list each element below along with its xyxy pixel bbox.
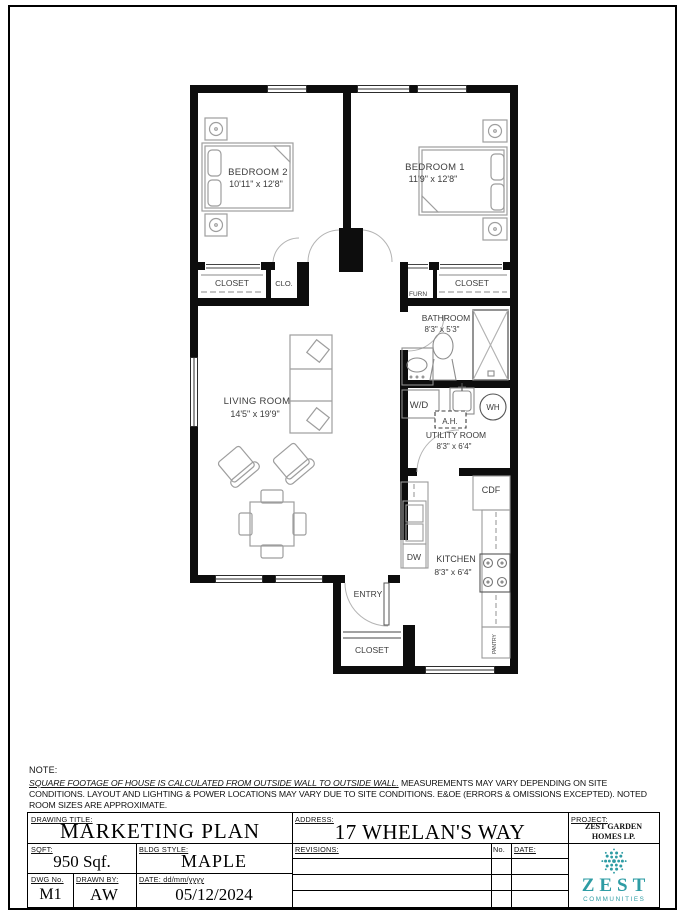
bathroom-dims: 8'3" x 5'3" [424,325,460,334]
utility-dims: 8'3" x 6'4" [436,442,472,451]
zest-logo-icon [600,848,628,876]
sofa-icon [290,335,332,433]
counter-icon [482,510,510,627]
armchair-icon [215,443,261,489]
bedroom2-label: BEDROOM 2 [228,167,288,178]
note-text [29,778,660,810]
floor-plan [185,80,525,680]
note-heading: NOTE: [29,765,58,775]
drawn-by-cell [73,873,136,907]
revision-date-header-cell [511,843,568,858]
sqft-cell [28,843,136,873]
window-bedroom1-right [417,85,467,93]
bedroom2-dims: 10'11" x 12'8" [229,179,283,189]
revision-row [292,890,568,907]
revision-no-label: No. [493,845,505,854]
address-cell [292,813,568,843]
drawing-title-label: DRAWING TITLE: [31,815,93,824]
bldg-style-value: MAPLE [180,851,247,871]
bldg-style-label: BLDG STYLE: [139,845,189,854]
project-name: ZEST GARDEN HOMES LP. [585,822,642,841]
note-disclaimer-underlined: SQUARE FOOTAGE OF HOUSE IS CALCULATED FROM OUTSIDE WALL TO OUTSIDE WALL. [29,778,399,788]
window-living-bottom-1 [215,575,263,583]
nightstand-icon [205,214,227,236]
address-label: ADDRESS: [295,815,334,824]
bedroom1-label: BEDROOM 1 [405,162,465,173]
sqft-label: SQFT: [31,845,53,854]
drawn-by-value: AW [90,885,119,904]
drawn-by-label: DRAWN BY: [76,875,119,884]
revision-row [292,858,568,874]
dwg-no-value: M1 [39,886,62,903]
revision-no-header-cell [491,843,511,858]
sqft-value: 950 Sqf. [53,852,111,871]
dishwasher-label: DW [406,552,422,562]
date-value: 05/12/2024 [175,885,253,904]
bedroom1-dims: 11'9" x 12'8" [408,174,458,184]
bldg-style-cell [136,843,292,873]
nightstand-icon [483,120,507,142]
revision-row [292,874,568,890]
air-handler-label: A.H. [442,417,458,426]
entry-closet-label: CLOSET [354,645,390,655]
window-living-left-wall [190,357,198,427]
armchair-icon [270,440,316,486]
living-furniture [215,335,332,558]
nightstand-icon [205,118,227,140]
toilet-icon [433,333,453,359]
dwg-no-cell [28,873,73,907]
bedroom2-door-arc [308,230,339,262]
window-kitchen-bottom [425,666,495,674]
drawing-title-cell [28,813,292,843]
date-format-hint: dd/mm/yyyy [163,875,205,884]
utility-label: UTILITY ROOM [425,430,487,440]
revision-date-label: DATE: [514,845,536,854]
living-room-label: LIVING ROOM [223,396,291,407]
note-disclaimer-rest: MEASUREMENTS MAY VARY DEPENDING ON SITE CONDITIONS. LAYOUT AND LIGHTING & POWER LOCATIONS MAY VARY DUE TO SITE CONDITIONS. E&OE (ERRORS & OMISSIONS EXCEPTED). NOTED ROOM SIZES ARE APPROXIMATE. [29,778,647,810]
date-label: DATE: [139,875,161,884]
closet-right-label: CLOSET [454,278,490,288]
dwg-no-label: DWG No. [31,875,64,884]
washer-dryer-label: W/D [409,400,429,411]
pantry-label: PANTRY [492,634,498,654]
date-cell [136,873,292,907]
title-block [27,812,660,908]
living-room-dims: 14'5" x 19'9" [230,409,280,419]
water-heater-label: WH [486,403,500,412]
dining-table-icon [250,502,294,546]
entry-label: ENTRY [353,589,383,599]
nightstand-icon [483,218,507,240]
address-value: 17 WHELAN'S WAY [334,820,526,844]
window-bedroom2 [267,85,307,93]
kitchen-dims: 8'3" x 6'4" [434,567,472,577]
bedroom1-door-arc [363,230,392,262]
revisions-label: REVISIONS: [295,845,339,854]
logo-subtitle: COMMUNITIES [583,895,646,903]
closet-shelves [201,275,507,638]
project-cell [568,813,659,843]
kitchen-label: KITCHEN [436,554,476,564]
bathroom-label: BATHROOM [421,313,471,323]
entry-door-leaf [384,583,389,625]
closet-left-label: CLOSET [214,278,250,288]
clo-door-arc [273,238,299,262]
furnace-label: FURN [408,291,428,298]
closet-small-label: CLO. [275,279,293,288]
cdf-label: CDF [481,485,501,495]
drawing-title-value: MARKETING PLAN [59,819,261,843]
window-bedroom1-left [357,85,410,93]
revisions-header-cell [292,843,491,858]
project-label: PROJECT: [571,815,608,824]
logo-cell [568,843,659,907]
logo-name: ZEST [581,874,651,896]
window-living-bottom-2 [275,575,323,583]
